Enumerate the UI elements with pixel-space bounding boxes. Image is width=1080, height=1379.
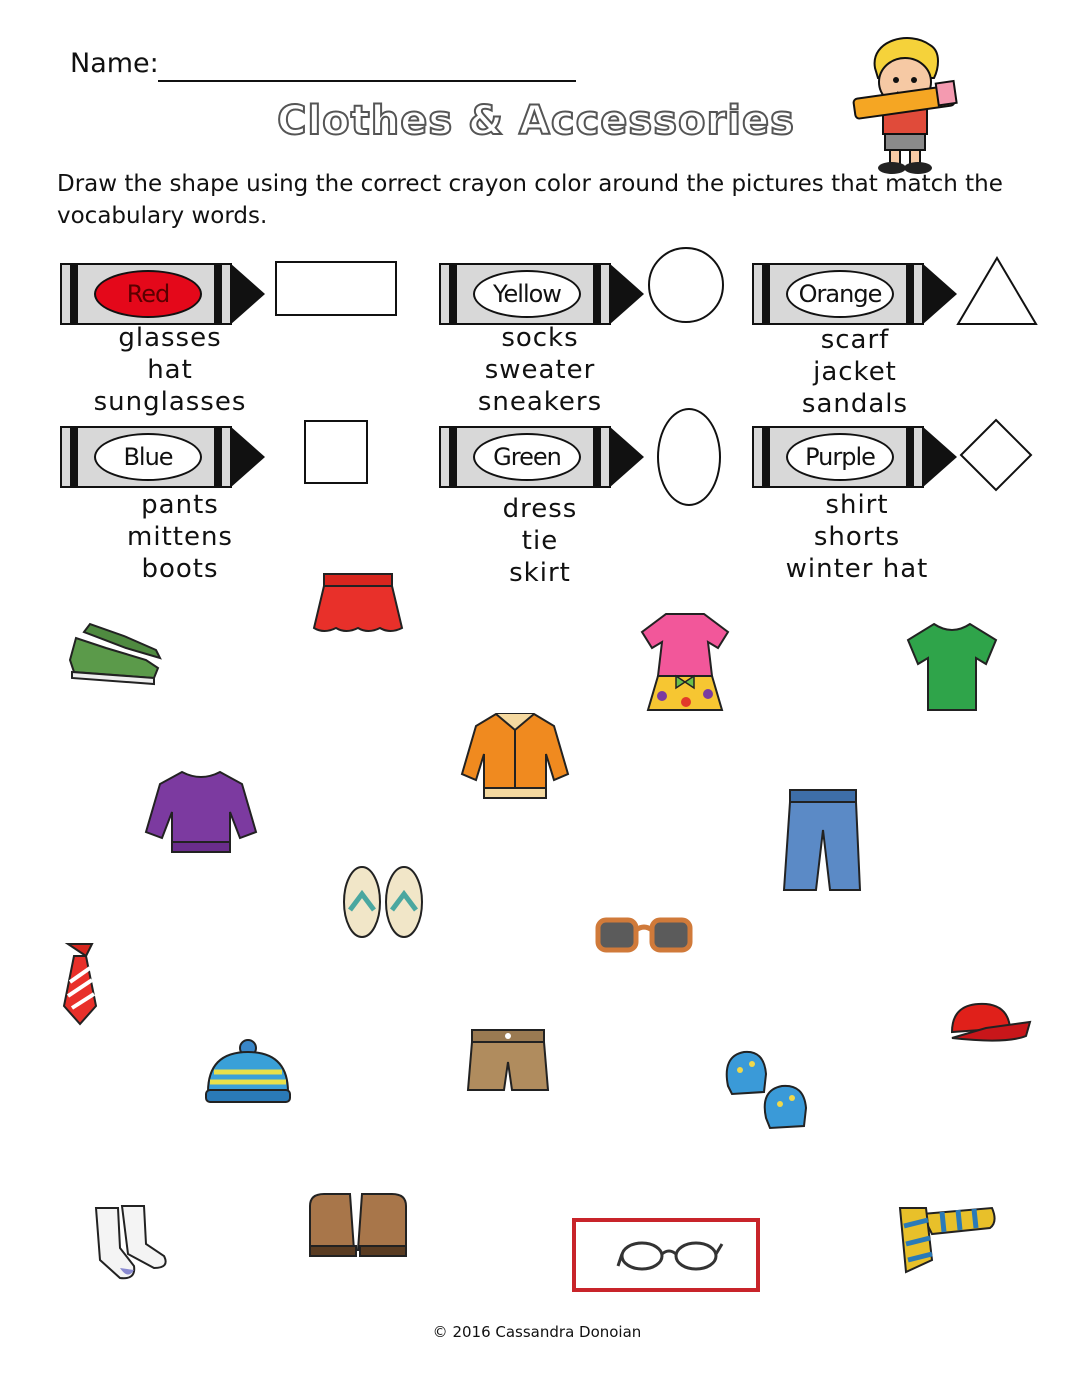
sneakers-icon[interactable] bbox=[66, 620, 162, 690]
crayon-label: Yellow bbox=[473, 270, 581, 318]
crayon-orange bbox=[752, 263, 957, 325]
dress-icon[interactable] bbox=[638, 610, 732, 714]
diamond-shape bbox=[958, 417, 1034, 493]
sweater-icon[interactable] bbox=[142, 768, 260, 854]
word: tie bbox=[521, 526, 559, 556]
word: shorts bbox=[813, 522, 901, 552]
name-label: Name: bbox=[70, 48, 159, 79]
mittens-icon[interactable] bbox=[720, 1046, 814, 1132]
word-list-yellow bbox=[440, 322, 640, 418]
word: scarf bbox=[820, 325, 890, 355]
name-input-line[interactable] bbox=[158, 80, 576, 82]
boots-icon[interactable] bbox=[306, 1190, 410, 1258]
word: dress bbox=[502, 494, 578, 524]
cap-icon[interactable] bbox=[946, 998, 1032, 1048]
jeans-icon[interactable] bbox=[782, 788, 862, 894]
circle-shape bbox=[648, 247, 724, 323]
word-list-purple bbox=[757, 489, 957, 585]
word: socks bbox=[501, 323, 579, 353]
word: hat bbox=[147, 355, 193, 385]
word: pants bbox=[141, 490, 219, 520]
crayon-label: Green bbox=[473, 433, 581, 481]
word: winter hat bbox=[785, 554, 929, 584]
socks-icon[interactable] bbox=[90, 1204, 172, 1282]
word: sweater bbox=[484, 355, 596, 385]
tie-icon[interactable] bbox=[60, 942, 100, 1026]
sunglasses-icon[interactable] bbox=[594, 912, 694, 956]
word-list-orange bbox=[755, 324, 955, 420]
glasses-icon bbox=[616, 1238, 726, 1274]
crayon-yellow bbox=[439, 263, 644, 325]
crayon-label: Purple bbox=[786, 433, 894, 481]
rectangle-shape bbox=[275, 261, 397, 316]
word: boots bbox=[141, 554, 219, 584]
skirt-icon[interactable] bbox=[312, 572, 404, 634]
jacket-icon[interactable] bbox=[458, 710, 572, 800]
scarf-icon[interactable] bbox=[892, 1204, 998, 1276]
oval-shape bbox=[657, 408, 721, 506]
word: skirt bbox=[509, 558, 571, 588]
glasses-answer-box[interactable] bbox=[572, 1218, 760, 1292]
word: shirt bbox=[825, 490, 889, 520]
word-list-blue bbox=[80, 489, 280, 585]
crayon-purple bbox=[752, 426, 957, 488]
crayon-label: Orange bbox=[786, 270, 894, 318]
crayon-blue bbox=[60, 426, 265, 488]
crayon-red bbox=[60, 263, 265, 325]
word: sunglasses bbox=[93, 387, 247, 417]
word: jacket bbox=[813, 357, 897, 387]
shorts-icon[interactable] bbox=[466, 1028, 550, 1094]
word-list-green bbox=[440, 493, 640, 589]
word: mittens bbox=[127, 522, 233, 552]
sandals-icon[interactable] bbox=[340, 864, 426, 940]
page-title: Clothes & Accessories bbox=[277, 98, 795, 144]
instructions-text: Draw the shape using the correct crayon color around the pictures that match the vocabulary words. bbox=[57, 171, 1003, 229]
crayon-label: Blue bbox=[94, 433, 202, 481]
tshirt-icon[interactable] bbox=[904, 620, 1000, 714]
winter-hat-icon[interactable] bbox=[202, 1038, 294, 1106]
word: glasses bbox=[118, 323, 222, 353]
crayon-label: Red bbox=[94, 270, 202, 318]
word-list-red bbox=[70, 322, 270, 418]
square-shape bbox=[304, 420, 368, 484]
word: sandals bbox=[801, 389, 909, 419]
word: sneakers bbox=[477, 387, 603, 417]
crayon-green bbox=[439, 426, 644, 488]
copyright-footer: © 2016 Cassandra Donoian bbox=[432, 1323, 642, 1341]
boy-with-pencil-icon bbox=[850, 30, 960, 175]
triangle-shape bbox=[955, 255, 1039, 327]
